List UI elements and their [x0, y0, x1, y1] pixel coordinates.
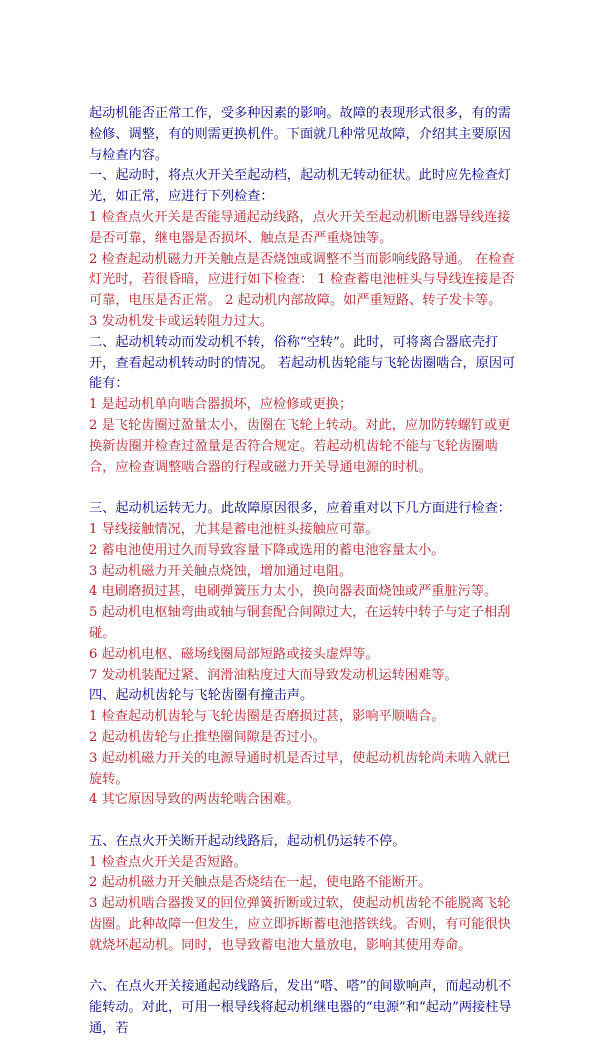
- checklist-item: 2 起动机磁力开关触点是否烧结在一起，使电路不能断开。: [89, 875, 432, 891]
- checklist-item: 2 蓄电池使用过久而导致容量下降或选用的蓄电池容量太小。: [89, 542, 445, 558]
- section-paragraph: 三、起动机运转无力。此故障原因很多，应着重对以下几方面进行检查：: [89, 501, 511, 517]
- section-paragraph: 四、起动机齿轮与飞轮齿圈有撞击声。: [89, 688, 314, 704]
- checklist-item: 1 检查点火开关是否能导通起动线路，点火开关至起动机断电器导线连接是否可靠，继电器是否损坏、触点是否严重烧蚀等。: [89, 209, 511, 246]
- section-paragraph: 起动机能否正常工作，受多种因素的影响。故障的表现形式很多，有的需检修、调整，有的则需更换机件。下面就几种常见故障，介绍其主要原因与检查内容。: [89, 106, 511, 163]
- checklist-item: 3 起动机磁力开关触点烧蚀，增加通过电阻。: [89, 563, 353, 579]
- checklist-item: 3 发动机发卡或运转阻力过大。: [89, 313, 274, 329]
- checklist-item: 2 是飞轮齿圈过盈量太小，齿圈在飞轮上转动。对此，应加防转螺钉或更换新齿圈并检查过盈量是否符合规定。若起动机齿轮不能与飞轮齿圈啮合，应检查调整啮合器的行程或磁力开关导通电源的时机。: [89, 417, 511, 475]
- paragraph-gap: [89, 478, 517, 499]
- checklist-item: 2 起动机齿轮与止推垫圈间隙是否过小。: [89, 729, 326, 745]
- checklist-item: 3 起动机磁力开关的电源导通时机是否过早，使起动机齿轮尚未啮入就已旋转。: [89, 750, 511, 787]
- checklist-item: 3 起动机啮合器拨叉的回位弹簧折断或过软，使起动机齿轮不能脱离飞轮齿圈。此种故障一但发生，应立即拆断蓄电池搭铁线。否则，有可能很快就烧坏起动机。同时，也导致蓄电池大量放电，影响其使用寿命。: [89, 896, 511, 953]
- checklist-item: 1 导线接触情况，尤其是蓄电池桩头接触应可靠。: [89, 521, 379, 537]
- paragraph-gap: [89, 957, 517, 978]
- checklist-item: 4 其它原因导致的两齿轮啮合困难。: [89, 792, 300, 808]
- document-body: [89, 104, 517, 1040]
- checklist-item: 4 电刷磨损过甚，电刷弹簧压力太小，换向器表面烧蚀或严重脏污等。: [89, 584, 498, 600]
- checklist-item: 5 起动机电枢轴弯曲或轴与铜套配合间隙过大，在运转中转子与定子相刮碰。: [89, 605, 511, 641]
- checklist-item: 6 起动机电枢、磁场线圈局部短路或接头虚焊等。: [89, 646, 379, 662]
- checklist-item: 1 检查点火开关是否短路。: [89, 854, 247, 870]
- section-paragraph: 二、起动机转动而发动机不转，俗称“空转”。此时，可将离合器底壳打开，查看起动机转动时的情况。 若起动机齿轮能与飞轮齿圈啮合，原因可能有：: [89, 334, 516, 392]
- checklist-item: 2 检查起动机磁力开关触点是否烧蚀或调整不当而影响线路导通。 在检查灯光时，若很昏暗，应进行如下检查： 1 检查蓄电池桩头与导线连接是否可靠，电压是否正常。 2 起动机内部故障。如严重短路、转子发卡等。: [89, 251, 515, 309]
- checklist-item: 1 检查起动机齿轮与飞轮齿圈是否磨损过甚，影响平顺啮合。: [89, 709, 445, 725]
- section-paragraph: 六、在点火开关接通起动线路后，发出“嗒、嗒”的间歇响声，而起动机不能转动。对此，可用一根导线将起动机继电器的“电源”和“起动”两接柱导通，若: [89, 979, 512, 1037]
- section-paragraph: 一、起动时，将点火开关至起动档，起动机无转动征状。此时应先检查灯光，如正常，应进行下列检查：: [89, 168, 511, 205]
- checklist-item: 1 是起动机单向啮合器损坏，应检修或更换；: [89, 397, 353, 413]
- checklist-item: 7 发动机装配过紧、润滑油粘度过大而导致发动机运转困难等。: [89, 667, 458, 683]
- paragraph-gap: [89, 811, 517, 832]
- section-paragraph: 五、在点火开关断开起动线路后，起动机仍运转不停。: [89, 833, 406, 849]
